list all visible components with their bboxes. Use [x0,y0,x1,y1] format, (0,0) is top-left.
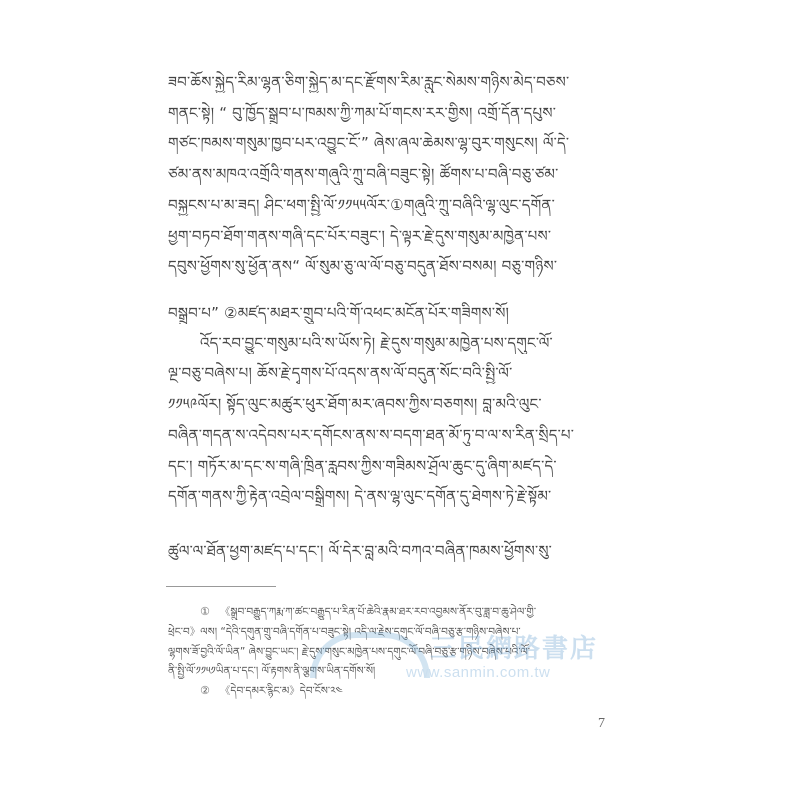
paragraph-start-line: འོད་རབ་བྱུང་གསུམ་པའི་ས་ཡོས་ཏེ། རྗེ་དུས་གསུམ་མཁྱེན་པས་དགུང་ལོ་ [200,334,553,352]
text-line-5: བསྐྱངས་པ་མ་ཟད། ཤིང་ཕག་སྤྱི་ལོ་༡༡༥༥ལོར་①གཞུའི་ཀྲུ་བཞིའི་ལྷ་ལུང་དགོན་ [168,196,555,214]
text-line-4: ཙམ་ནས་མཁའ་འགྲོའི་གནས་གཞུའི་ཀྲུ་བཞི་བཟུང་སྟེ། ཚོགས་པ་བཞི་བཅུ་ཙམ་ [168,165,559,183]
footnote-1-line-2: ཕྲེང་བ》ལས། “དེའི་དགུན་གྲུ་བཞི་དགོན་པ་བཟུང་སྟེ། འདི་ལ་རྗེས་དགུང་ལོ་བཞི་བཅུ་རྩ་གཉིས་བཞེས་པ་ [168,626,521,638]
footnote-2 [200,683,616,699]
footnote-1-line-4: ནི་སྤྱི་ལོ་༡༡༥༡ཡིན་པ་དང་། ལོ་རྟགས་ནི་ལྕགས་ཡིན་དགོས་སོ། [168,665,376,677]
watermark-title: 三民網路書店 [430,634,599,664]
watermark-url: www.sanmin.com.tw [406,664,551,681]
text-line-3: གཙང་ཁམས་གསུམ་ཁྱབ་པར་འབྱུང་ངོ་” ཞེས་ཞལ་ཆེམས་ལྷ་བུར་གསུངས། ལོ་དེ་ [168,134,570,152]
footnote-separator [166,586,276,587]
text-line-2: གནང་སྟེ། “ བུ་ཁྱོད་སྒྲུབ་པ་ཁམས་ཀྱི་ཀམ་པོ་གངས་རར་གྱིས། འགྲོ་དོན་དཔུས་ [168,104,557,122]
page-number: 7 [598,716,605,731]
text-line-14: དགོན་གནས་ཀྱི་རྟེན་འབྲེལ་བསྒྲིགས། དེ་ནས་ལྷ་ལུང་དགོན་དུ་ཐེགས་ཏེ་རྗེ་སྟོམ་ [168,487,552,505]
text-line-1: ཟབ་ཆོས་སྐྱེད་རིམ་ལྷན་ཅིག་སྐྱེད་མ་དང་རྫོགས་རིམ་རླུང་སེམས་གཉིས་མེད་བཅས་ [168,73,570,91]
footnote-1-line-3: ལྷགས་ཟོ་བྱའི་ལོ་ཡིན” ཞེས་བྱུང་ཡང་། རྗེ་དུས་གསུང་མཁྱེན་པས་དགུང་ལོ་བཞི་བཅུ་རྩ་གཉིས་བཞེས་པའི་ལོ་ [168,646,530,658]
text-line-12: བཞིན་གདན་ས་འདེབས་པར་དགོངས་ནས་ས་བདག་ཐན་མོ་ཏུ་བ་ལ་ས་རིན་སྲིད་པ་ [168,426,575,444]
footnote-2-mark: ② [200,684,210,697]
text-line-15: ཚུལ་ལ་ཐོན་ཕྱག་མཛད་པ་དང་། ལོ་དེར་བླ་མའི་བཀའ་བཞིན་ཁམས་ཕྱོགས་སུ་ [168,542,553,560]
text-line-13: དང་། གཏོར་མ་དང་ས་གཞི་ཁྲིན་རླབས་ཀྱིས་གཟིམས་ཤྲོལ་ཆུང་དུ་ཞིག་མཛད་དེ་ [168,457,557,475]
footnote-1-mark: ① [200,605,210,618]
footnote-1-line-1 [200,604,616,620]
footnote-2-text: 《དེབ་དམར་རྙིང་མ》དེབ་ངོས་༢༤ [219,685,343,697]
text-line-11: ༡༡༥༩ལོར། སྟོད་ལུང་མཚུར་ཕུར་ཐོག་མར་ཞབས་ཀྱིས་བཅགས། བླ་མའི་ལུང་ [168,395,542,413]
footnote-1-text: 《སྒྲུབ་བརྒྱུད་ཀརྨ་ཀ་ཚང་བརྒྱུད་པ་རིན་པོ་ཆེའི་རྣམ་ཐར་རབ་འབྱམས་ནོར་བུ་ཟླ་བ་ཆུ་ཤེལ་གྱི་ [219,606,537,618]
text-line-6: ཕྱག་བཏབ་ཐོག་གནས་གཞི་དང་པོར་བཟུང་། དེ་ལྟར་རྗེ་དུས་གསུམ་མཁྱེན་པས་ [168,227,552,245]
text-line-8: བསྒྲུབ་པ” ②མཛད་མཐར་གྲུབ་པའི་གོ་འཕང་མངོན་པོར་གཟིགས་སོ། [168,304,510,322]
text-line-7: དབུས་ཕྱོགས་སུ་ཕྱོན་ནས“ ལོ་སུམ་ཅུ་ལ་ལོ་བཅུ་བདུན་ཐོས་བསམ། བཅུ་གཉིས་ [168,257,558,275]
text-line-10: ལྔ་བཅུ་བཞེས་པ། ཆོས་རྗེ་དྭགས་པོ་འདས་ནས་ལོ་བདུན་སོང་བའི་སྤྱི་ལོ་ [168,364,513,382]
